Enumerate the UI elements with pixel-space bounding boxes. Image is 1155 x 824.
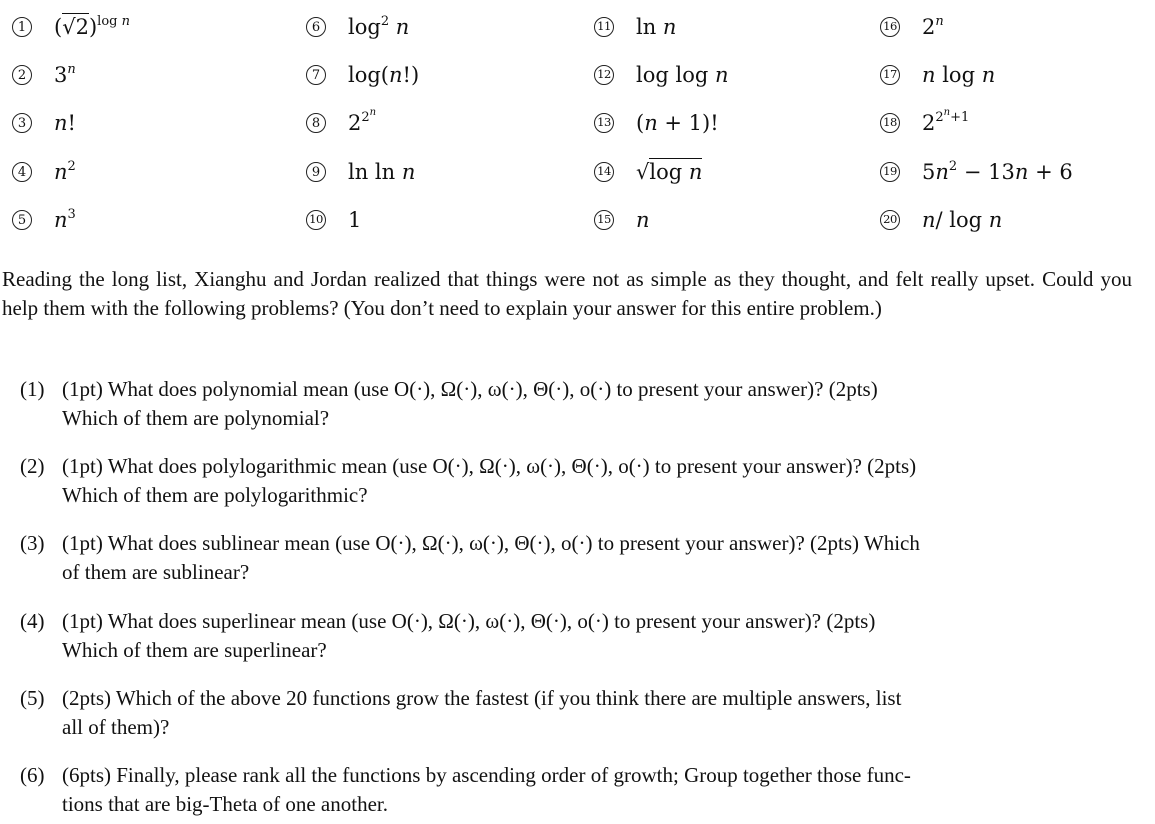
function-expression: 1 <box>348 208 362 232</box>
question-text: (1pt) What does superlinear mean (use O(·), Ω(·), ω(·), Θ(·), o(·) to present your answer)? (2pts) Which of them are superlinear? <box>62 609 876 662</box>
function-expression: $(√2)^{log n}$ <box>54 14 130 39</box>
question-number: (6) <box>20 763 45 787</box>
item-number: 14 <box>594 162 614 182</box>
question-text: (1pt) What does sublinear mean (use O(·), Ω(·), ω(·), Θ(·), o(·) to present your answer)? (2pts) Which of them are sublinear? <box>62 531 920 584</box>
function-item <box>880 155 1073 189</box>
function-expression: $\log^2 n$ <box>348 14 410 39</box>
item-number: 13 <box>594 113 614 133</box>
item-number: 15 <box>594 210 614 230</box>
function-expression: $2^{2^n}$ <box>348 107 377 135</box>
function-item <box>594 106 719 140</box>
item-number: 2 <box>12 65 32 85</box>
question-number: (3) <box>20 531 45 555</box>
function-item <box>594 10 676 44</box>
function-expression: √log n <box>636 160 703 184</box>
question-item <box>20 452 1132 509</box>
function-item <box>880 106 969 140</box>
function-item <box>880 58 995 92</box>
function-item <box>12 203 76 237</box>
item-number: 3 <box>12 113 32 133</box>
function-expression: $2^{2^n+1}$ <box>922 107 970 135</box>
function-item <box>594 203 650 237</box>
function-item <box>12 106 76 140</box>
function-expression: n/ log n <box>922 208 1003 232</box>
item-number: 18 <box>880 113 900 133</box>
function-item <box>12 10 130 44</box>
function-expression: log(n!) <box>348 63 420 87</box>
function-item <box>12 155 76 189</box>
function-expression: ln n <box>636 15 677 39</box>
function-expression: $n^3$ <box>54 207 76 232</box>
function-expression: log log n <box>636 63 729 87</box>
function-expression: n <box>636 208 650 232</box>
item-number: 8 <box>306 113 326 133</box>
intro-paragraph: Reading the long list, Xianghu and Jordan realized that things were not as simple as they thought, and felt really upset. Could you help them with the following problems? (You don’t need to explain your answer for this entire problem.) <box>2 267 1132 320</box>
function-expression: $5n^2 - 13n + 6$ <box>922 159 1073 184</box>
question-item <box>20 607 1132 664</box>
item-number: 12 <box>594 65 614 85</box>
function-expression: n! <box>54 111 76 135</box>
function-expression: 2$^n$ <box>922 14 944 39</box>
function-item <box>306 10 409 44</box>
question-item <box>20 684 1132 741</box>
item-number: 9 <box>306 162 326 182</box>
question-text: (2pts) Which of the above 20 functions grow the fastest (if you think there are multiple answers, list all of them)? <box>62 686 902 739</box>
function-item <box>880 10 944 44</box>
function-expression: 3$^n$ <box>54 62 76 87</box>
question-item <box>20 375 1132 432</box>
item-number: 17 <box>880 65 900 85</box>
item-number: 11 <box>594 17 614 37</box>
function-expression: (n + 1)! <box>636 111 719 135</box>
question-text: (1pt) What does polylogarithmic mean (use O(·), Ω(·), ω(·), Θ(·), o(·) to present your answer)? (2pts) Which of them are polylogarithmic? <box>62 454 917 507</box>
question-item <box>20 761 1132 818</box>
item-number: 10 <box>306 210 326 230</box>
question-number: (4) <box>20 609 45 633</box>
item-number: 16 <box>880 17 900 37</box>
item-number: 6 <box>306 17 326 37</box>
function-expression: n log n <box>922 63 996 87</box>
function-expression: ln ln n <box>348 160 416 184</box>
question-text: (1pt) What does polynomial mean (use O(·), Ω(·), ω(·), Θ(·), o(·) to present your answer)? (2pts) Which of them are polynomial? <box>62 377 878 430</box>
function-item <box>306 106 376 140</box>
question-number: (1) <box>20 377 45 401</box>
item-number: 20 <box>880 210 900 230</box>
item-number: 1 <box>12 17 32 37</box>
question-number: (2) <box>20 454 45 478</box>
item-number: 19 <box>880 162 900 182</box>
function-expression: $n^2$ <box>54 159 76 184</box>
function-item <box>12 58 76 92</box>
function-item <box>594 58 729 92</box>
function-item <box>306 203 361 237</box>
question-item <box>20 529 1132 586</box>
item-number: 5 <box>12 210 32 230</box>
function-item <box>880 203 1002 237</box>
function-item <box>306 155 415 189</box>
function-item <box>306 58 419 92</box>
function-item <box>594 155 702 189</box>
question-number: (5) <box>20 686 45 710</box>
item-number: 4 <box>12 162 32 182</box>
question-text: (6pts) Finally, please rank all the functions by ascending order of growth; Group together those func- tions that are big-Theta of one another. <box>62 763 911 816</box>
item-number: 7 <box>306 65 326 85</box>
